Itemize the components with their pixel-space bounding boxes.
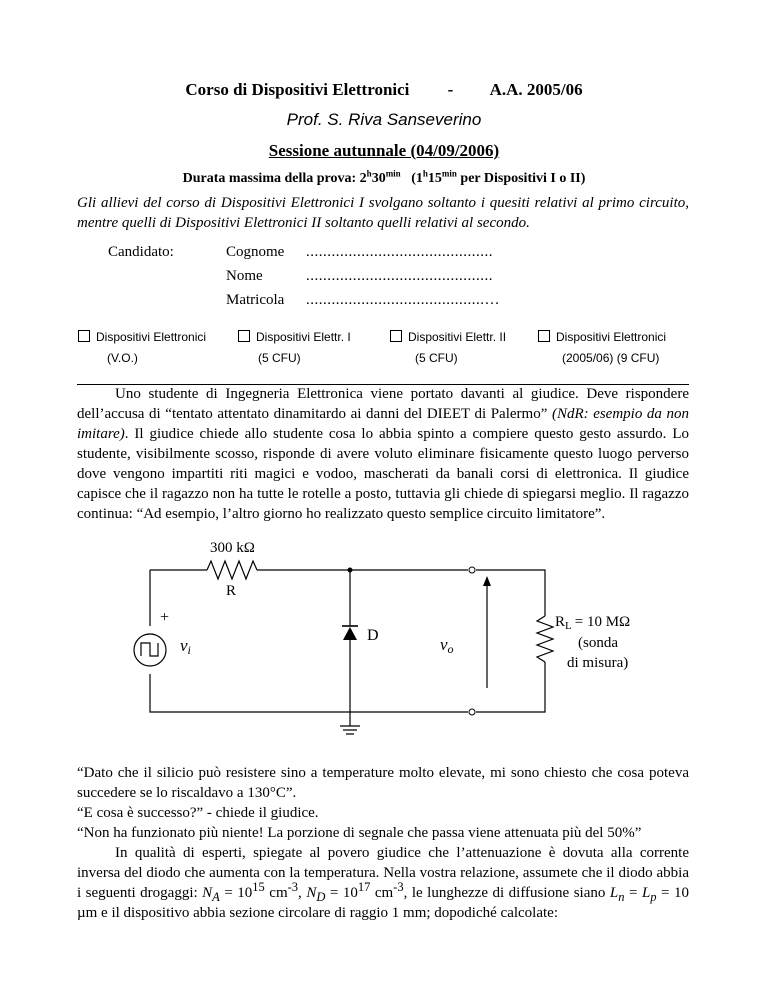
- id-number-field[interactable]: ..........................................…: [306, 292, 500, 308]
- limiter-circuit: [0, 530, 768, 740]
- name-label: Nome: [226, 268, 263, 284]
- course-title: [0, 80, 768, 100]
- r-value-label: 300 kΩ: [210, 540, 255, 556]
- course-sub-1: (5 CFU): [258, 351, 301, 365]
- title-dash: -: [447, 80, 454, 99]
- checkbox-icon[interactable]: [78, 330, 90, 342]
- dialogue: [77, 763, 689, 923]
- dialogue-line-1: “Dato che il silicio può resistere sino a temperature molto elevate, mi sono chiesto che cosa poteva succedere se lo riscaldavo a 130°C”.: [77, 765, 689, 801]
- rl-label: $R_L = 10$ MΩ: [555, 614, 631, 632]
- session-title: Sessione autunnale (04/09/2006): [268, 141, 500, 160]
- r-label: R: [226, 583, 237, 599]
- diode-symbol: [343, 627, 357, 640]
- course-checkbox-1[interactable]: Dispositivi Elettr. I: [238, 330, 351, 344]
- id-number-label: Matricola: [226, 292, 285, 308]
- course-name: Corso di Dispositivi Elettronici: [185, 80, 410, 99]
- name-field[interactable]: ............................................: [306, 268, 493, 284]
- course-checkbox-vo[interactable]: Dispositivi Elettronici: [78, 330, 206, 344]
- course-checkbox-2[interactable]: Dispositivi Elettr. II: [390, 330, 506, 344]
- source-plus: +: [160, 609, 170, 626]
- academic-year: A.A. 2005/06: [489, 80, 583, 99]
- dialogue-line-3: “Non ha funzionato più niente! La porzione di segnale che passa viene attenuata più del 50%”: [77, 825, 642, 841]
- rl-note-1: (sonda: [578, 635, 618, 651]
- dialogue-line-2: “E cosa è successo?” - chiede il giudice.: [77, 805, 319, 821]
- vo-label: vo: [440, 635, 454, 656]
- course-sub-3: (2005/06) (9 CFU): [562, 351, 660, 365]
- instructions: Gli allievi del corso di Dispositivi Elettronici I svolgano soltanto i quesiti relativi al primo circuito, mentre quelli di Dispositivi Elettronici II soltanto quelli relativi al secondo.: [77, 195, 689, 231]
- surname-field[interactable]: ............................................: [306, 244, 493, 260]
- story-paragraph: Uno studente di Ingegneria Elettronica viene portato davanti al giudice. Deve rispondere dell’accusa di “tentato attentato dinamitardo ai danni del DIEET di Palermo” (NdR: esempio da non imitare). Il giudice chiede allo studente cosa lo abbia spinto a compiere questo gesto assurdo. Lo studente, visibilmente scosso, risponde di avere voluto eliminare fisicamente questo luogo perverso dove vengono impartiti riti magici e vodoo, mascherati da banali corsi di elettronica. Il giudice capisce che il ragazzo non ha tutte le rotelle a posto, tuttavia gli chiede di spiegarsi meglio. Il ragazzo continua: “Ad esempio, l’altro giorno ho realizzato questo semplice circuito limitatore”.: [77, 386, 690, 522]
- checkbox-icon[interactable]: [390, 330, 402, 342]
- professor: Prof. S. Riva Sanseverino: [286, 110, 482, 129]
- resistor-rl: [537, 616, 553, 662]
- exam-duration: Durata massima della prova: $2^h30^{min}$ ($1^h15^{min}$ per Dispositivi I o II): [182, 168, 586, 186]
- surname-label: Cognome: [226, 244, 285, 260]
- course-checkbox-3[interactable]: Dispositivi Elettronici: [538, 330, 666, 344]
- checkbox-icon[interactable]: [538, 330, 550, 342]
- candidate-label: Candidato:: [108, 244, 174, 260]
- task-paragraph: In qualità di esperti, spiegate al povero giudice che l’attenuazione è dovuta alla corrente inversa del diodo che aumenta con la temperatura. Nella vostra relazione, assumete che il diodo abbia i seguenti drogaggi: $N_A = 10^{15}$ $cm^{-3}$, $N_D = 10^{17}$ $cm^{-3}$, le lunghezze di diffusione siano $L_n = L_p = 10$ µm e il dispositivo abbia sezione circolare di raggio 1 mm; dopodiché calcolate:: [77, 845, 689, 921]
- checkbox-icon[interactable]: [238, 330, 250, 342]
- resistor-r: [207, 561, 257, 579]
- diode-label: D: [367, 627, 379, 644]
- course-sub-2: (5 CFU): [415, 351, 458, 365]
- vi-label: vi: [180, 636, 191, 657]
- course-sub-vo: (V.O.): [107, 351, 138, 365]
- rl-note-2: di misura): [567, 655, 629, 671]
